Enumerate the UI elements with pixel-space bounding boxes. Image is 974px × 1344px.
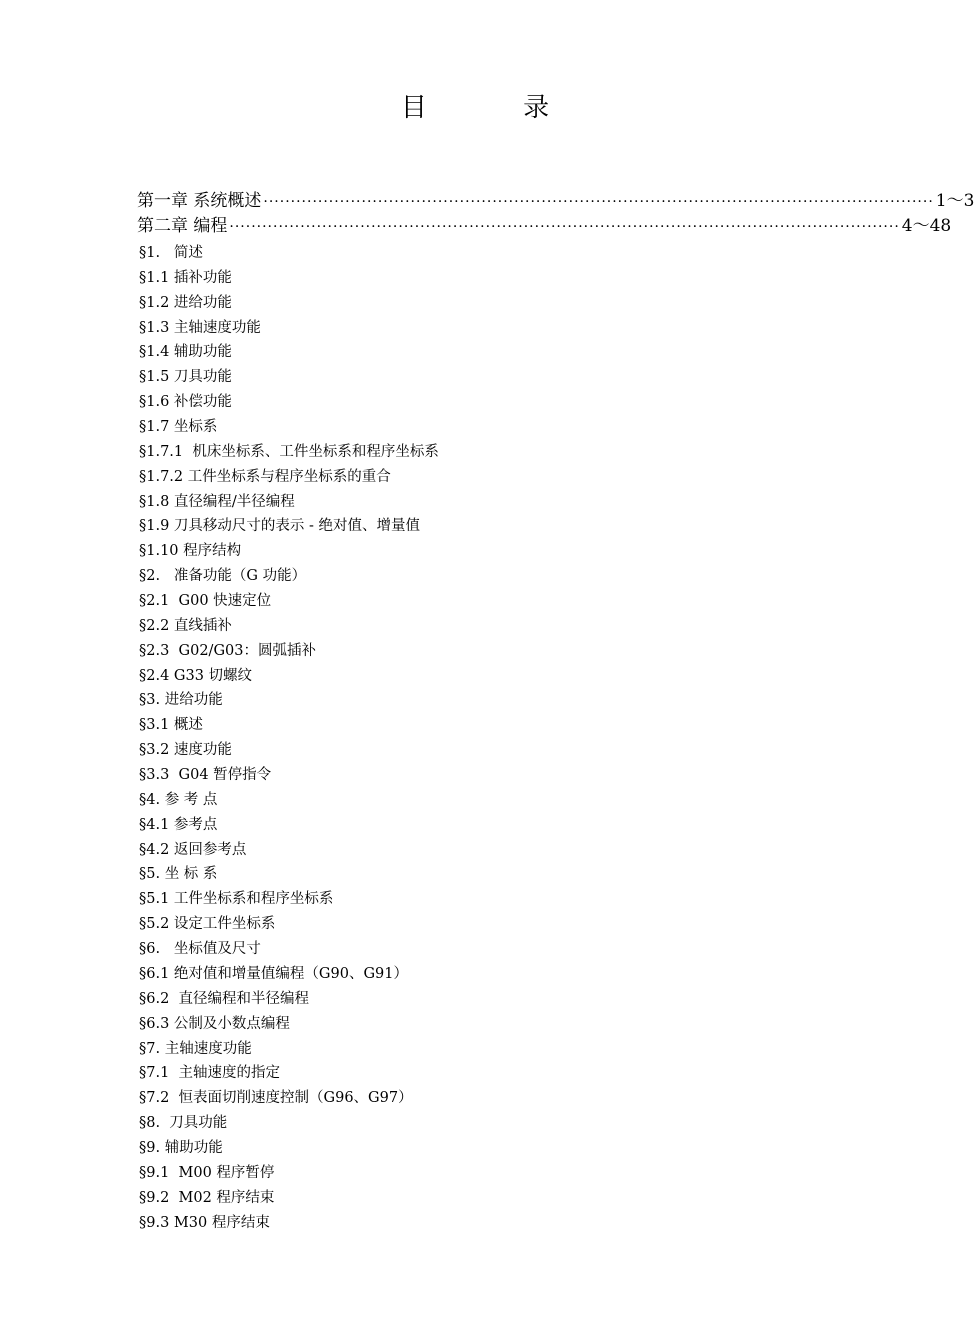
- toc-entry: §2.4 G33 切螺纹: [139, 667, 253, 684]
- toc-entry: §1.10 程序结构: [139, 543, 242, 560]
- toc-entry: §1.8 直径编程/半径编程: [139, 493, 295, 510]
- toc-entry: §2.2 直线插补: [139, 617, 232, 634]
- toc-entry: §2. 准备功能（G 功能）: [139, 568, 307, 585]
- toc-entry: §9.2 M02 程序结束: [139, 1189, 275, 1206]
- toc-entry: §1.2 进给功能: [139, 294, 232, 311]
- toc-entry: §8. 刀具功能: [139, 1115, 228, 1132]
- toc-entry: §7. 主轴速度功能: [139, 1040, 252, 1057]
- toc-entry: §2.1 G00 快速定位: [139, 593, 272, 610]
- toc-entry: §1.7 坐标系: [139, 419, 218, 436]
- toc-entry: §1.4 辅助功能: [139, 344, 232, 361]
- toc-entry: §7.2 恒表面切削速度控制（G96、G97）: [139, 1090, 413, 1107]
- toc-entry: §5.2 设定工件坐标系: [139, 916, 276, 933]
- toc-entry: §4.2 返回参考点: [139, 841, 247, 858]
- chapter-pages: 1～3: [935, 191, 974, 211]
- toc-entry: §6.2 直径编程和半径编程: [139, 990, 310, 1007]
- dot-leader: ···························································································································: [229, 219, 900, 235]
- toc-entry: §1.7.2 工件坐标系与程序坐标系的重合: [139, 468, 391, 485]
- toc-entry: §6. 坐标值及尺寸: [139, 941, 261, 958]
- toc-entry: §3. 进给功能: [139, 692, 223, 709]
- chapter-entry: [137, 214, 952, 238]
- toc-entry: §9.1 M00 程序暂停: [139, 1164, 275, 1181]
- toc-entry: §9.3 M30 程序结束: [139, 1214, 270, 1231]
- toc-entry: §6.1 绝对值和增量值编程（G90、G91）: [139, 965, 408, 982]
- toc-entry: §9. 辅助功能: [139, 1139, 223, 1156]
- toc-entry: §3.2 速度功能: [139, 742, 232, 759]
- toc-entry: §3.3 G04 暂停指令: [139, 767, 272, 784]
- toc-entry: §1. 简述: [139, 245, 203, 261]
- toc-entry: §7.1 主轴速度的指定: [139, 1065, 281, 1082]
- toc-entry-list: [139, 241, 839, 1235]
- toc-entry: §1.9 刀具移动尺寸的表示 - 绝对值、增量值: [139, 518, 421, 535]
- toc-entry: §4. 参 考 点: [139, 791, 218, 808]
- toc-entry: §1.7.1 机床坐标系、工件坐标系和程序坐标系: [139, 443, 439, 460]
- chapter-pages: 4～48: [901, 216, 952, 236]
- chapter-entry: [137, 189, 974, 213]
- toc-entry: §6.3 公制及小数点编程: [139, 1015, 290, 1032]
- chapter-title: 第二章 编程: [137, 216, 228, 236]
- toc-entry: §5. 坐 标 系: [139, 866, 218, 883]
- page-title: 目 录: [400, 93, 594, 123]
- toc-entry: §1.6 补偿功能: [139, 394, 232, 411]
- toc-entry: §1.5 刀具功能: [139, 369, 232, 386]
- chapter-title: 第一章 系统概述: [137, 191, 262, 211]
- dot-leader: ···························································································································: [263, 194, 934, 210]
- toc-entry: §3.1 概述: [139, 717, 203, 734]
- toc-entry: §4.1 参考点: [139, 816, 218, 833]
- toc-entry: §5.1 工件坐标系和程序坐标系: [139, 891, 334, 908]
- toc-entry: §1.1 插补功能: [139, 269, 232, 286]
- toc-entry: §1.3 主轴速度功能: [139, 319, 261, 336]
- toc-entry: §2.3 G02/G03：圆弧插补: [139, 642, 316, 659]
